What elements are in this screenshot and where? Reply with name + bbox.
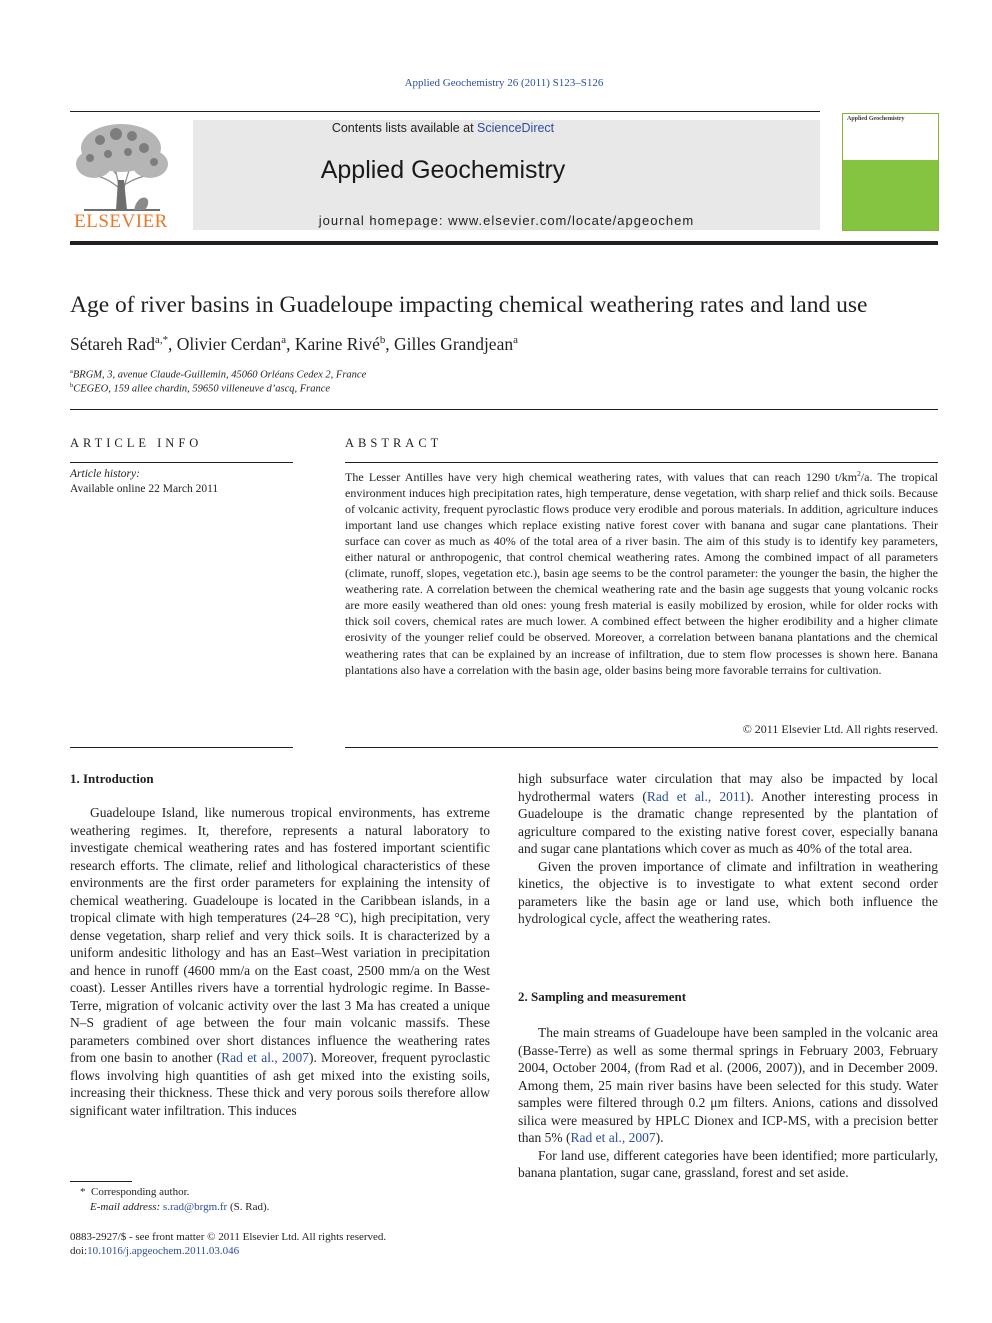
author-affil-mark[interactable]: a <box>513 334 518 347</box>
article-title: Age of river basins in Guadeloupe impacting chemical weathering rates and land use <box>70 292 868 318</box>
author-separator: , <box>168 334 177 354</box>
elsevier-wordmark: ELSEVIER <box>74 211 168 232</box>
affiliation-text: BRGM, 3, avenue Claude-Guillemin, 45060 Orléans Cedex 2, France <box>72 369 367 381</box>
abstract-bottom-rule <box>345 747 938 748</box>
text-run: ). <box>655 1130 664 1145</box>
author-name[interactable]: Olivier Cerdan <box>176 334 282 354</box>
author-affil-mark[interactable]: a,* <box>155 334 168 347</box>
journal-cover-thumbnail[interactable] <box>842 113 939 231</box>
citation-link[interactable]: Rad et al., 2011 <box>646 788 746 804</box>
issn-line: 0883-2927/$ - see front matter © 2011 Elsevier Ltd. All rights reserved. <box>70 1231 387 1243</box>
email-link[interactable]: s.rad@brgm.fr <box>162 1201 228 1213</box>
author-name[interactable]: Karine Rivé <box>294 334 380 354</box>
article-history-value: Available online 22 March 2011 <box>70 483 219 495</box>
affiliation-mark: b <box>70 382 74 389</box>
section-heading-introduction: 1. Introduction <box>70 771 154 786</box>
header-rule <box>70 111 820 112</box>
sampling-text <box>518 1024 938 1182</box>
unit-superscript: 2 <box>857 469 861 478</box>
section-heading-sampling: 2. Sampling and measurement <box>518 989 687 1004</box>
intro-paragraph-1-continued <box>518 770 938 858</box>
author-name[interactable]: Gilles Grandjean <box>394 334 514 354</box>
sampling-paragraph-2: For land use, different categories have been identified; more particularly, banana plantation, sugar cane, grassland, forest and set aside. <box>518 1147 938 1180</box>
author-affil-mark[interactable]: a <box>281 334 287 347</box>
right-column-continuation <box>518 770 938 928</box>
text-run: ). Another interesting process in Guadeloupe is the dramatic change represented by the plantation of agriculture compared to the existing native forest cover, especially banana and sugar cane plantations which cover as much as 40% of the total area. <box>518 788 939 856</box>
affiliation-a <box>70 368 366 381</box>
author-affil-mark[interactable]: b <box>379 334 386 347</box>
article-info-heading: ARTICLE INFO <box>70 436 203 450</box>
footnote-text: Corresponding author. <box>91 1186 190 1198</box>
affiliation-b <box>70 382 330 395</box>
email-label: E-mail address: <box>90 1201 161 1213</box>
author-name[interactable]: Sétareh Rad <box>70 334 156 354</box>
contents-line <box>193 121 693 135</box>
intro-paragraph-2: Given the proven importance of climate and infiltration in weathering kinetics, the objective is to investigate to what extent second order parameters like the basin age or land use, which both influence the hydrological cycle, affect the weathering rates. <box>518 858 938 926</box>
contents-prefix: Contents lists available at <box>331 121 478 135</box>
author-list <box>70 334 518 355</box>
article-info-bottom-rule <box>70 747 293 748</box>
citation-link[interactable]: Rad et al., 2007 <box>570 1130 656 1145</box>
corresponding-author-note <box>80 1186 189 1198</box>
email-note <box>90 1201 269 1213</box>
footnote-rule <box>70 1181 132 1182</box>
doi-link[interactable]: 10.1016/j.apgeochem.2011.03.046 <box>87 1245 240 1257</box>
article-info-rule <box>70 462 293 463</box>
abstract-rule <box>345 462 938 463</box>
journal-homepage[interactable]: journal homepage: www.elsevier.com/locate/apgeochem <box>318 213 695 228</box>
email-suffix: (S. Rad). <box>229 1201 270 1213</box>
author-separator: , <box>385 334 395 354</box>
journal-name: Applied Geochemistry <box>320 156 566 184</box>
abstract-text-rest: /a. The tropical environment induces high precipitation rates, high temperature, dense vegetation, with sharp relief and thick soils. Because of volcanic activity, frequent pyroclastic flows produce very erodible and porous materials. In addition, agriculture induces important land use changes which replace existing native forest cover with banana and sugar cane plantations. Their surface can cover as much as 40% of the total area of a river basin. The aim of this study is to identify key parameters, either natural or anthropogenic, that control chemical weathering rates. Among the combined impact of all parameters (climate, runoff, slopes, vegetation etc.), basin age seems to be the control parameter: the younger the basin, the higher the weathering rate. A correlation between the chemical weathering rate and the basin age suggests that young volcanic rocks are more easily weathered than old ones: young fresh material is easily mobilized by erosion, while for older rocks with thick soil covers, chemical rates are much lower. A combined effect between the higher erodibility and a higher climate erosivity of the younger relief could be observed. Moreover, a correlation between banana plantations and the chemical weathering rates that can be explained by an increase of infiltration, due to stem flow processes is shown here. Banana plantations also have a correlation with the basin age, older basins being more favorable terrains for cultivation. <box>345 470 939 677</box>
abstract-heading: ABSTRACT <box>345 436 443 450</box>
author-separator: , <box>286 334 295 354</box>
intro-paragraph-1 <box>70 804 490 1119</box>
journal-reference[interactable]: Applied Geochemistry 26 (2011) S123–S126 <box>404 77 604 89</box>
text-run: The main streams of Guadeloupe have been sampled in the volcanic area (Basse-Terre) as well as some thermal springs in February 2003, February 2004, October 2004, (from Rad et al. (2006, 2007)), and in December 2009. Among them, 25 main river basins have been selected for this study. Water samples were filtered through 0.2 μm filters. Anions, cations and dissolved silica were measured by HPLC Dionex and ICP-MS, with a precision better than 5% ( <box>518 1025 938 1145</box>
text-run: Guadeloupe Island, like numerous tropical environments, has extreme weathering regimes. It, therefore, represents a natural laboratory to investigate chemical weathering rates and has fostered important scientific research efforts. The climate, relief and lithological characteristics of these environments are the first order parameters for explaining the intensity of chemical weathering. Guadeloupe is located in the Caribbean islands, in a tropical climate with high temperatures (24–28 °C), high precipitation, very dense vegetation, sharp relief and very thick soils. It is characterized by a uniform andesitic lithology and has an East–West variation in precipitation and hence in runoff (4600 mm/a on the East coast, 2500 mm/a on the West coast). Lesser Antilles rivers have a torrential hydrologic regime. In Basse-Terre, migration of volcanic activity over the last 3 Ma has created a unique N–S gradient of age between the four main volcanic massifs. These parameters combined over short distances influence the weathering rates from one basin to another ( <box>70 805 490 1065</box>
abstract-text-start: The Lesser Antilles have very high chemical weathering rates, with values that can reach 1290 t/km <box>345 470 858 484</box>
cover-title: Applied Geochemistry <box>847 116 905 122</box>
left-column-text <box>70 804 490 1119</box>
citation-link[interactable]: Rad et al., 2007 <box>221 1050 309 1065</box>
sampling-paragraph-1 <box>518 1024 938 1147</box>
title-rule <box>70 409 938 410</box>
abstract-text <box>345 466 938 678</box>
affiliation-text: CEGEO, 159 allee chardin, 59650 villeneuve d’ascq, France <box>73 383 331 395</box>
text-run: ). Moreover, frequent pyroclastic flows involving high quantities of ash get mixed into the existing soils, increasing their thickness. These thick and very porous soils therefore allow significant water infiltration. This induces <box>70 1050 490 1118</box>
article-history-label: Article history: <box>70 468 140 480</box>
header-thick-rule <box>70 241 938 245</box>
copyright-notice: © 2011 Elsevier Ltd. All rights reserved. <box>742 722 938 736</box>
doi-label: doi: <box>70 1245 88 1257</box>
affiliation-mark: a <box>70 368 73 375</box>
doi-line <box>70 1245 239 1257</box>
footnote-mark: * <box>80 1186 86 1198</box>
sciencedirect-link[interactable]: ScienceDirect <box>477 121 555 135</box>
text-run: high subsurface water circulation that may also be impacted by local hydrothermal waters ( <box>518 771 938 804</box>
